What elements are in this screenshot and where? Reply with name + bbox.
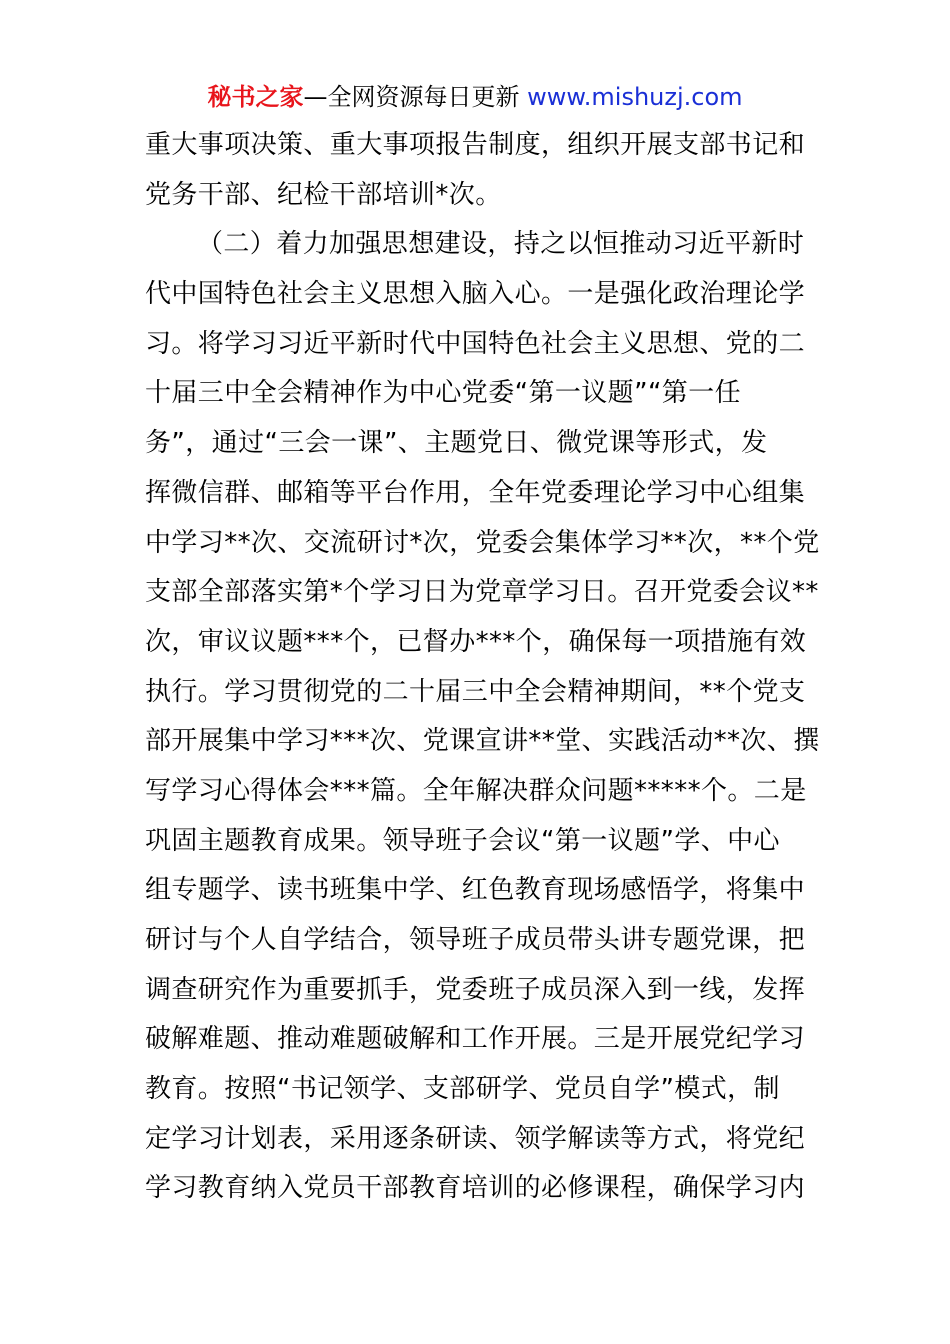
- text-line: 务”，通过“三会一课”、主题党日、微党课等形式，发: [145, 428, 768, 459]
- text-line: 组专题学、读书班集中学、红色教育现场感悟学，将集中: [145, 875, 806, 906]
- text-line: 挥微信群、邮箱等平台作用，全年党委理论学习中心组集: [145, 477, 806, 508]
- text-line: 写学习心得体会***篇。全年解决群众问题*****个。二是: [145, 775, 807, 806]
- header-tagline: —全网资源每日更新: [303, 83, 520, 111]
- text-line: 部开展集中学习***次、党课宣讲**堂、实践活动**次、撰: [145, 726, 820, 757]
- text-line: 重大事项决策、重大事项报告制度，组织开展支部书记和: [145, 130, 806, 160]
- text-line: 调查研究作为重要抓手，党委班子成员深入到一线，发挥: [145, 974, 806, 1005]
- header-brand: 秘书之家: [207, 83, 304, 111]
- text-line: 代中国特色社会主义思想入脑入心。一是强化政治理论学: [145, 279, 806, 310]
- text-line: 破解难题、推动难题破解和工作开展。三是开展党纪学习: [145, 1024, 806, 1055]
- text-line: 党务干部、纪检干部培训*次。: [145, 179, 502, 210]
- text-line: 巩固主题教育成果。领导班子会议“第一议题”学、中心: [145, 825, 780, 856]
- text-line: 教育。按照“书记领学、支部研学、党员自学”模式，制: [145, 1074, 780, 1105]
- text-line: （二）着力加强思想建设，持之以恒推动习近平新时: [197, 229, 805, 260]
- document-body: [145, 121, 825, 1214]
- text-line: 执行。学习贯彻党的二十届三中全会精神期间，**个党支: [145, 676, 806, 707]
- text-line: 学习教育纳入党员干部教育培训的必修课程，确保学习内: [145, 1173, 806, 1204]
- text-line: 中学习**次、交流研讨*次，党委会集体学习**次，**个党: [145, 527, 820, 558]
- text-line: 习。将学习习近平新时代中国特色社会主义思想、党的二: [145, 328, 806, 359]
- text-line: 定学习计划表，采用逐条研读、领学解读等方式，将党纪: [145, 1123, 806, 1154]
- text-line: 支部全部落实第*个学习日为党章学习日。召开党委会议**: [145, 577, 819, 608]
- header-site-url[interactable]: www.mishuzj.com: [527, 83, 743, 111]
- text-line: 次，审议议题***个，已督办***个，确保每一项措施有效: [145, 626, 807, 657]
- page-header: [0, 80, 950, 114]
- text-line: 十届三中全会精神作为中心党委“第一议题”“第一任: [145, 378, 742, 409]
- text-line: 研讨与个人自学结合，领导班子成员带头讲专题党课，把: [145, 925, 806, 955]
